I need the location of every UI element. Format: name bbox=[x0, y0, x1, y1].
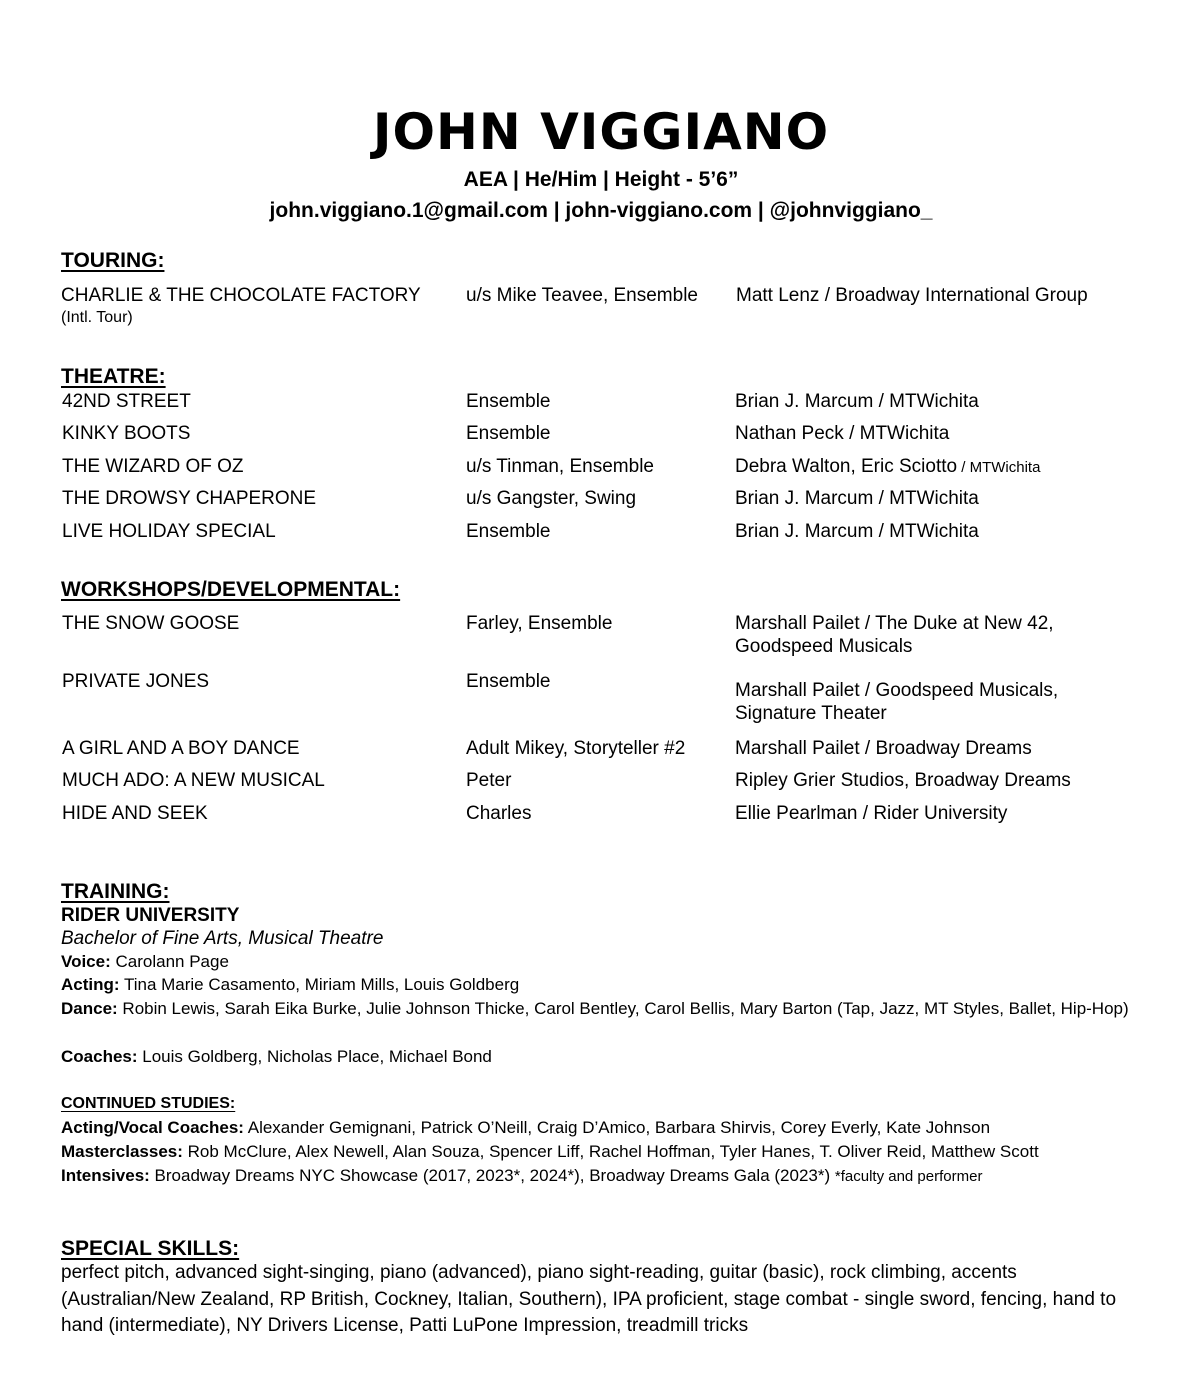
theatre-show-title: THE WIZARD OF OZ bbox=[62, 456, 244, 477]
actor-info-line: AEA | He/Him | Height - 5’6” bbox=[463, 168, 739, 191]
touring-show-role: u/s Mike Teavee, Ensemble bbox=[466, 285, 698, 306]
touring-show-title: CHARLIE & THE CHOCOLATE FACTORY bbox=[61, 285, 421, 306]
workshop-show-credit: Marshall Pailet / Broadway Dreams bbox=[735, 738, 1032, 759]
training-degree: Bachelor of Fine Arts, Musical Theatre bbox=[61, 928, 384, 949]
workshop-show-credit-line1: Marshall Pailet / The Duke at New 42, bbox=[735, 613, 1054, 634]
workshop-show-credit-line2: Signature Theater bbox=[735, 703, 887, 724]
training-label: Coaches: bbox=[61, 1047, 138, 1066]
workshop-show-role: Charles bbox=[466, 803, 532, 824]
training-label: Dance: bbox=[61, 999, 118, 1018]
continued-text: Alexander Gemignani, Patrick O’Neill, Craig D’Amico, Barbara Shirvis, Corey Everly, Kate Johnson bbox=[243, 1118, 991, 1137]
touring-heading: TOURING: bbox=[61, 249, 165, 272]
workshop-show-role: Peter bbox=[466, 770, 512, 791]
workshop-show-role: Adult Mikey, Storyteller #2 bbox=[466, 738, 686, 759]
theatre-show-role: Ensemble bbox=[466, 391, 551, 412]
theatre-show-credit: Brian J. Marcum / MTWichita bbox=[735, 488, 979, 509]
theatre-show-role: Ensemble bbox=[466, 521, 551, 542]
theatre-show-title: KINKY BOOTS bbox=[62, 423, 191, 444]
continued-note: *faculty and performer bbox=[834, 1168, 983, 1185]
training-text: Robin Lewis, Sarah Eika Burke, Julie Johnson Thicke, Carol Bentley, Carol Bellis, Mary Barton (Tap, Jazz, MT Styles, Ballet, Hip-Hop) bbox=[117, 999, 1129, 1018]
theatre-show-credit bbox=[735, 455, 1040, 479]
training-dance bbox=[61, 997, 1131, 1020]
continued-label: Acting/Vocal Coaches: bbox=[61, 1118, 244, 1137]
training-label: Acting: bbox=[61, 975, 120, 994]
training-coaches bbox=[61, 1045, 492, 1068]
theatre-show-credit: Brian J. Marcum / MTWichita bbox=[735, 521, 979, 542]
workshop-show-role: Farley, Ensemble bbox=[466, 613, 613, 634]
skills-heading: SPECIAL SKILLS: bbox=[61, 1237, 240, 1260]
theatre-show-title: LIVE HOLIDAY SPECIAL bbox=[62, 521, 276, 542]
theatre-show-title: THE DROWSY CHAPERONE bbox=[62, 488, 317, 509]
workshop-show-credit: Ellie Pearlman / Rider University bbox=[735, 803, 1008, 824]
training-heading: TRAINING: bbox=[61, 880, 170, 903]
workshop-show-title: THE SNOW GOOSE bbox=[62, 613, 240, 634]
training-label: Voice: bbox=[61, 952, 111, 971]
workshop-show-title: MUCH ADO: A NEW MUSICAL bbox=[62, 770, 325, 791]
contact-line: john.viggiano.1@gmail.com | john-viggiano.com | @johnviggiano_ bbox=[269, 199, 933, 222]
workshop-show-credit: Ripley Grier Studios, Broadway Dreams bbox=[735, 770, 1071, 791]
training-text: Louis Goldberg, Nicholas Place, Michael Bond bbox=[137, 1047, 492, 1066]
continued-text: Broadway Dreams NYC Showcase (2017, 2023*, 2024*), Broadway Dreams Gala (2023*) bbox=[149, 1166, 835, 1185]
continued-text: Rob McClure, Alex Newell, Alan Souza, Spencer Liff, Rachel Hoffman, Tyler Hanes, T. Oliver Reid, Matthew Scott bbox=[182, 1142, 1039, 1161]
touring-show-credit: Matt Lenz / Broadway International Group bbox=[736, 285, 1088, 306]
continued-masterclasses bbox=[61, 1140, 1039, 1163]
theatre-credit-main: Debra Walton, Eric Sciotto bbox=[735, 456, 958, 477]
touring-show-note: (Intl. Tour) bbox=[61, 309, 133, 326]
training-school: RIDER UNIVERSITY bbox=[61, 905, 240, 926]
theatre-show-credit: Brian J. Marcum / MTWichita bbox=[735, 391, 979, 412]
training-text: Tina Marie Casamento, Miriam Mills, Louis Goldberg bbox=[119, 975, 520, 994]
continued-label: Masterclasses: bbox=[61, 1142, 183, 1161]
workshop-show-title: PRIVATE JONES bbox=[62, 671, 210, 692]
continued-heading: CONTINUED STUDIES: bbox=[61, 1095, 236, 1112]
theatre-show-role: Ensemble bbox=[466, 423, 551, 444]
workshop-show-title: HIDE AND SEEK bbox=[62, 803, 208, 824]
training-text: Carolann Page bbox=[110, 952, 229, 971]
workshops-heading: WORKSHOPS/DEVELOPMENTAL: bbox=[61, 578, 401, 601]
continued-intensives bbox=[61, 1164, 982, 1188]
theatre-credit-small: / MTWichita bbox=[957, 459, 1041, 476]
actor-name: JOHN VIGGIANO bbox=[372, 103, 830, 161]
workshop-show-title: A GIRL AND A BOY DANCE bbox=[62, 738, 300, 759]
workshop-show-credit-line1: Marshall Pailet / Goodspeed Musicals, bbox=[735, 680, 1059, 701]
continued-label: Intensives: bbox=[61, 1166, 150, 1185]
theatre-show-role: u/s Tinman, Ensemble bbox=[466, 456, 654, 477]
skills-text: perfect pitch, advanced sight-singing, piano (advanced), piano sight-reading, guitar (basic), rock climbing, accents (Australian/New Zealand, RP British, Cockney, Italian, Southern), IPA proficient, stage combat - single sword, fencing, hand to hand (intermediate), NY Drivers License, Patti LuPone Impression, treadmill tricks bbox=[61, 1262, 1117, 1336]
theatre-show-role: u/s Gangster, Swing bbox=[466, 488, 637, 509]
theatre-show-title: 42ND STREET bbox=[62, 391, 191, 412]
training-voice bbox=[61, 950, 229, 973]
workshop-show-credit-line2: Goodspeed Musicals bbox=[735, 636, 913, 657]
theatre-show-credit: Nathan Peck / MTWichita bbox=[735, 423, 950, 444]
continued-coaches bbox=[61, 1116, 990, 1139]
workshop-show-role: Ensemble bbox=[466, 671, 551, 692]
theatre-heading: THEATRE: bbox=[61, 365, 166, 388]
training-acting bbox=[61, 973, 519, 996]
